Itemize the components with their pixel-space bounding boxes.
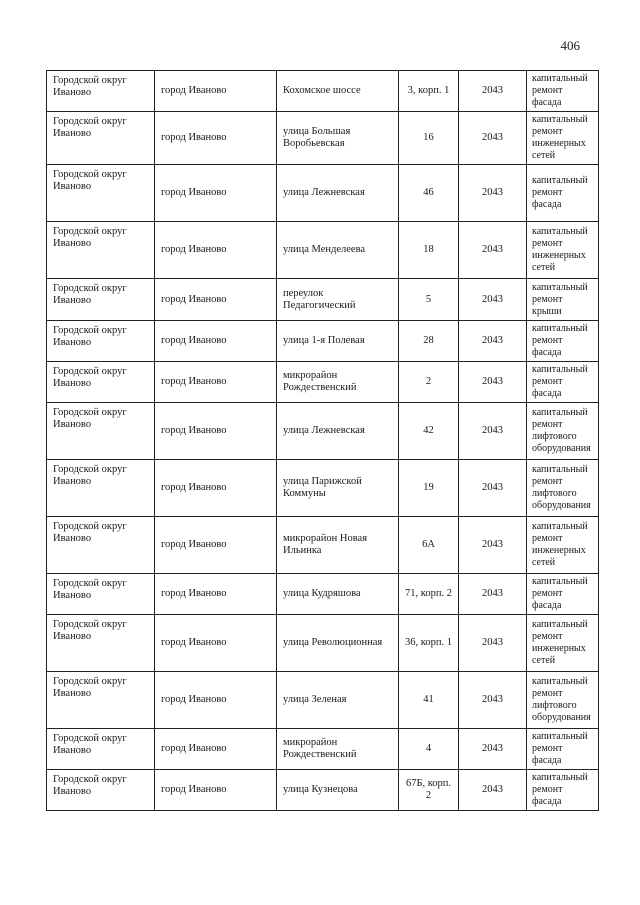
house-number-cell: 2 — [399, 362, 459, 403]
district-cell: Городской округ Иваново — [47, 165, 155, 222]
year-cell: 2043 — [459, 222, 527, 279]
work-type-cell: капитальный ремонт лифтового оборудования — [527, 460, 599, 517]
district-cell: Городской округ Иваново — [47, 279, 155, 321]
district-cell: Городской округ Иваново — [47, 729, 155, 770]
table-row — [47, 729, 599, 770]
street-cell: улица Зеленая — [277, 672, 399, 729]
year-cell: 2043 — [459, 165, 527, 222]
city-cell: город Иваново — [155, 770, 277, 811]
city-cell: город Иваново — [155, 729, 277, 770]
street-cell: микрорайон Рождественский — [277, 362, 399, 403]
work-type-cell: капитальный ремонт лифтового оборудования — [527, 403, 599, 460]
work-type-cell: капитальный ремонт фасада — [527, 165, 599, 222]
district-cell: Городской округ Иваново — [47, 112, 155, 165]
house-number-cell: 18 — [399, 222, 459, 279]
district-cell: Городской округ Иваново — [47, 321, 155, 362]
work-type-cell: капитальный ремонт инженерных сетей — [527, 112, 599, 165]
work-type-cell: капитальный ремонт фасада — [527, 574, 599, 615]
table-row — [47, 112, 599, 165]
table-row — [47, 321, 599, 362]
work-type-cell: капитальный ремонт фасада — [527, 321, 599, 362]
table-row — [47, 222, 599, 279]
street-cell: улица Кузнецова — [277, 770, 399, 811]
city-cell: город Иваново — [155, 222, 277, 279]
street-cell: переулок Педагогический — [277, 279, 399, 321]
page-number: 406 — [560, 38, 580, 53]
table-row — [47, 574, 599, 615]
year-cell: 2043 — [459, 460, 527, 517]
city-cell: город Иваново — [155, 321, 277, 362]
city-cell: город Иваново — [155, 574, 277, 615]
house-number-cell: 42 — [399, 403, 459, 460]
street-cell: Кохомское шоссе — [277, 71, 399, 112]
year-cell: 2043 — [459, 672, 527, 729]
house-number-cell: 6А — [399, 517, 459, 574]
street-cell: улица 1-я Полевая — [277, 321, 399, 362]
house-number-cell: 46 — [399, 165, 459, 222]
district-cell: Городской округ Иваново — [47, 403, 155, 460]
district-cell: Городской округ Иваново — [47, 770, 155, 811]
district-cell: Городской округ Иваново — [47, 460, 155, 517]
work-type-cell: капитальный ремонт фасада — [527, 71, 599, 112]
house-number-cell: 5 — [399, 279, 459, 321]
year-cell: 2043 — [459, 729, 527, 770]
year-cell: 2043 — [459, 770, 527, 811]
house-number-cell: 71, корп. 2 — [399, 574, 459, 615]
table-row — [47, 165, 599, 222]
city-cell: город Иваново — [155, 71, 277, 112]
street-cell: микрорайон Новая Ильинка — [277, 517, 399, 574]
work-type-cell: капитальный ремонт фасада — [527, 362, 599, 403]
street-cell: улица Парижской Коммуны — [277, 460, 399, 517]
district-cell: Городской округ Иваново — [47, 672, 155, 729]
district-cell: Городской округ Иваново — [47, 615, 155, 672]
street-cell: улица Большая Воробьевская — [277, 112, 399, 165]
house-number-cell: 19 — [399, 460, 459, 517]
house-number-cell: 36, корп. 1 — [399, 615, 459, 672]
table-row — [47, 770, 599, 811]
table-row — [47, 403, 599, 460]
house-number-cell: 16 — [399, 112, 459, 165]
work-type-cell: капитальный ремонт инженерных сетей — [527, 222, 599, 279]
city-cell: город Иваново — [155, 279, 277, 321]
work-type-cell: капитальный ремонт крыши — [527, 279, 599, 321]
district-cell: Городской округ Иваново — [47, 222, 155, 279]
work-type-cell: капитальный ремонт фасада — [527, 770, 599, 811]
city-cell: город Иваново — [155, 615, 277, 672]
city-cell: город Иваново — [155, 362, 277, 403]
year-cell: 2043 — [459, 279, 527, 321]
year-cell: 2043 — [459, 403, 527, 460]
house-number-cell: 67Б, корп. 2 — [399, 770, 459, 811]
house-number-cell: 28 — [399, 321, 459, 362]
year-cell: 2043 — [459, 112, 527, 165]
district-cell: Городской округ Иваново — [47, 574, 155, 615]
table-row — [47, 460, 599, 517]
house-number-cell: 41 — [399, 672, 459, 729]
year-cell: 2043 — [459, 362, 527, 403]
table-row — [47, 362, 599, 403]
street-cell: улица Менделеева — [277, 222, 399, 279]
table-row — [47, 279, 599, 321]
city-cell: город Иваново — [155, 403, 277, 460]
year-cell: 2043 — [459, 574, 527, 615]
street-cell: улица Лежневская — [277, 403, 399, 460]
year-cell: 2043 — [459, 321, 527, 362]
table-row — [47, 672, 599, 729]
city-cell: город Иваново — [155, 517, 277, 574]
street-cell: улица Кудряшова — [277, 574, 399, 615]
table-row — [47, 615, 599, 672]
district-cell: Городской округ Иваново — [47, 362, 155, 403]
city-cell: город Иваново — [155, 112, 277, 165]
work-type-cell: капитальный ремонт инженерных сетей — [527, 517, 599, 574]
repair-schedule-table — [46, 70, 599, 811]
street-cell: улица Революционная — [277, 615, 399, 672]
work-type-cell: капитальный ремонт инженерных сетей — [527, 615, 599, 672]
work-type-cell: капитальный ремонт лифтового оборудования — [527, 672, 599, 729]
district-cell: Городской округ Иваново — [47, 71, 155, 112]
table-row — [47, 71, 599, 112]
work-type-cell: капитальный ремонт фасада — [527, 729, 599, 770]
street-cell: микрорайон Рождественский — [277, 729, 399, 770]
table-row — [47, 517, 599, 574]
city-cell: город Иваново — [155, 165, 277, 222]
district-cell: Городской округ Иваново — [47, 517, 155, 574]
year-cell: 2043 — [459, 517, 527, 574]
house-number-cell: 3, корп. 1 — [399, 71, 459, 112]
city-cell: город Иваново — [155, 672, 277, 729]
year-cell: 2043 — [459, 615, 527, 672]
house-number-cell: 4 — [399, 729, 459, 770]
street-cell: улица Лежневская — [277, 165, 399, 222]
year-cell: 2043 — [459, 71, 527, 112]
city-cell: город Иваново — [155, 460, 277, 517]
